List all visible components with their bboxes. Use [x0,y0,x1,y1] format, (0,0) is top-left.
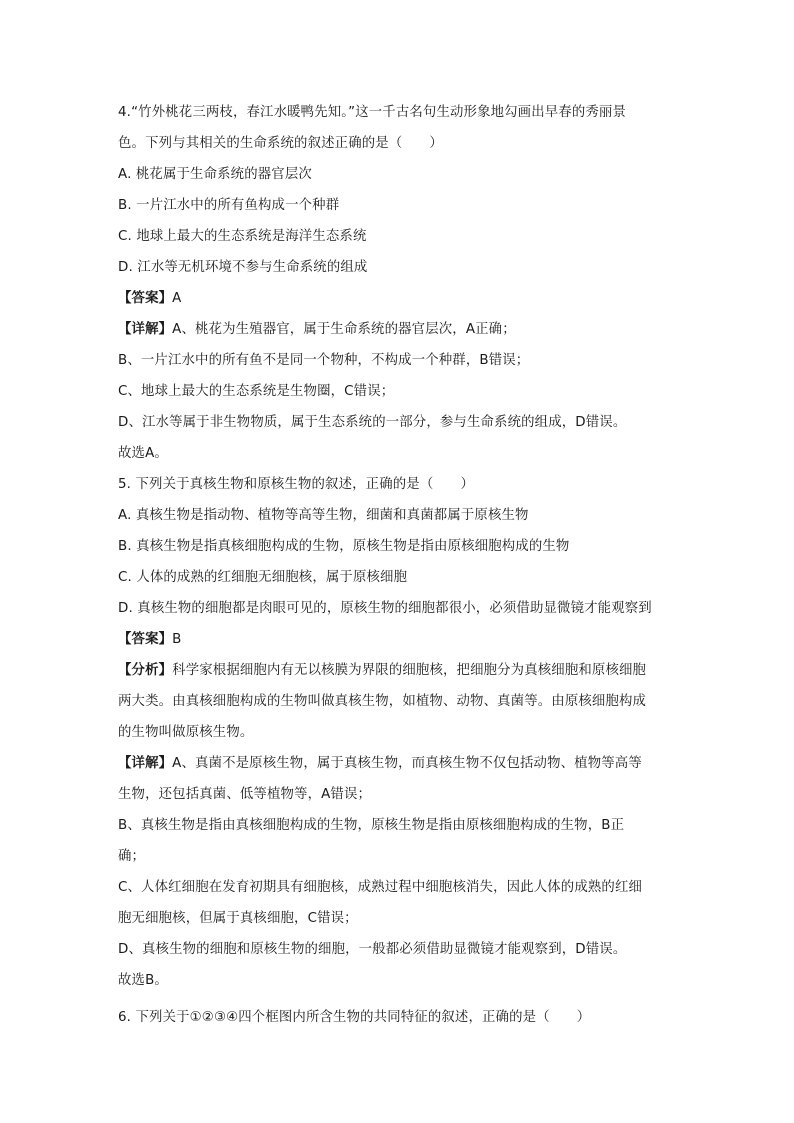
q5-option-d: D. 真核生物的细胞都是肉眼可见的，原核生物的细胞都很小，必须借助显微镜才能观察到 [118,601,652,616]
analysis-text: 科学家根据细胞内有无以核膜为界限的细胞核，把细胞分为真核细胞和原核细胞 [172,663,647,678]
analysis-label: 【分析】 [118,663,173,678]
q5-option-a: A. 真核生物是指动物、植物等高等生物，细菌和真菌都属于原核生物 [118,508,529,523]
q5-detail-line-3: B、真核生物是指由真核细胞构成的生物，原核生物是指由原核细胞构成的生物，B正 [118,818,625,833]
q4-stem-line-1: 4.“竹外桃花三两枝，春江水暖鸭先知。”这一千古名句生动形象地勾画出早春的秀丽景 [118,105,627,120]
answer-label: 【答案】 [118,291,173,306]
q4-option-d: D. 江水等无机环境不参与生命系统的组成 [118,260,368,275]
q5-analysis-line-2: 两大类。由真核细胞构成的生物叫做真核生物，如植物、动物、真菌等。由原核细胞构成 [118,694,647,709]
q5-detail-line-2: 生物，还包括真菌、低等植物等，A错误； [118,787,372,802]
detail-label: 【详解】 [118,322,173,337]
q5-analysis-line-3: 的生物叫做原核生物。 [118,725,254,740]
q5-option-b: B. 真核生物是指真核细胞构成的生物，原核生物是指由原核细胞构成的生物 [118,539,570,554]
q4-detail-line-2: B、一片江水中的所有鱼不是同一个物种，不构成一个种群，B错误； [118,353,530,368]
q4-detail-line-1 [118,320,680,340]
q5-option-c: C. 人体的成熟的红细胞无细胞核，属于原核细胞 [118,570,408,585]
q5-detail-line-1 [118,754,680,774]
answer-value: A [172,291,182,306]
q5-detail-line-5: C、人体红细胞在发育初期具有细胞核，成熟过程中细胞核消失，因此人体的成熟的红细 [118,880,643,895]
detail-text: A、真菌不是原核生物，属于真核生物，而真核生物不仅包括动物、植物等高等 [172,756,642,771]
q4-option-c: C. 地球上最大的生态系统是海洋生态系统 [118,229,367,244]
q6-stem-line-1: 6. 下列关于①②③④四个框图内所含生物的共同特征的叙述，正确的是（ ） [118,1010,591,1025]
q4-detail-line-4: D、江水等属于非生物物质，属于生态系统的一部分，参与生命系统的组成，D错误。 [118,415,627,430]
q5-stem-line-1: 5. 下列关于真核生物和原核生物的叙述，正确的是（ ） [118,477,474,492]
q5-detail-line-4: 确； [118,849,146,864]
q5-conclusion: 故选B。 [118,973,168,988]
detail-text: A、桃花为生殖器官，属于生命系统的器官层次，A正确； [172,322,516,337]
q5-detail-line-7: D、真核生物的细胞和原核生物的细胞，一般都必须借助显微镜才能观察到，D错误。 [118,942,627,957]
q4-conclusion: 故选A。 [118,446,168,461]
q4-stem-line-2: 色。下列与其相关的生命系统的叙述正确的是（ ） [118,136,443,151]
q4-detail-line-3: C、地球上最大的生态系统是生物圈，C错误； [118,384,395,399]
q5-detail-line-6: 胞无细胞核，但属于真核细胞，C错误； [118,911,358,926]
answer-label: 【答案】 [118,632,173,647]
detail-label: 【详解】 [118,756,173,771]
q4-answer [118,289,680,309]
q4-option-a: A. 桃花属于生命系统的器官层次 [118,167,312,182]
q4-option-b: B. 一片江水中的所有鱼构成一个种群 [118,198,340,213]
q5-analysis-line-1 [118,661,680,681]
answer-value: B [172,632,182,647]
q5-answer [118,630,680,650]
